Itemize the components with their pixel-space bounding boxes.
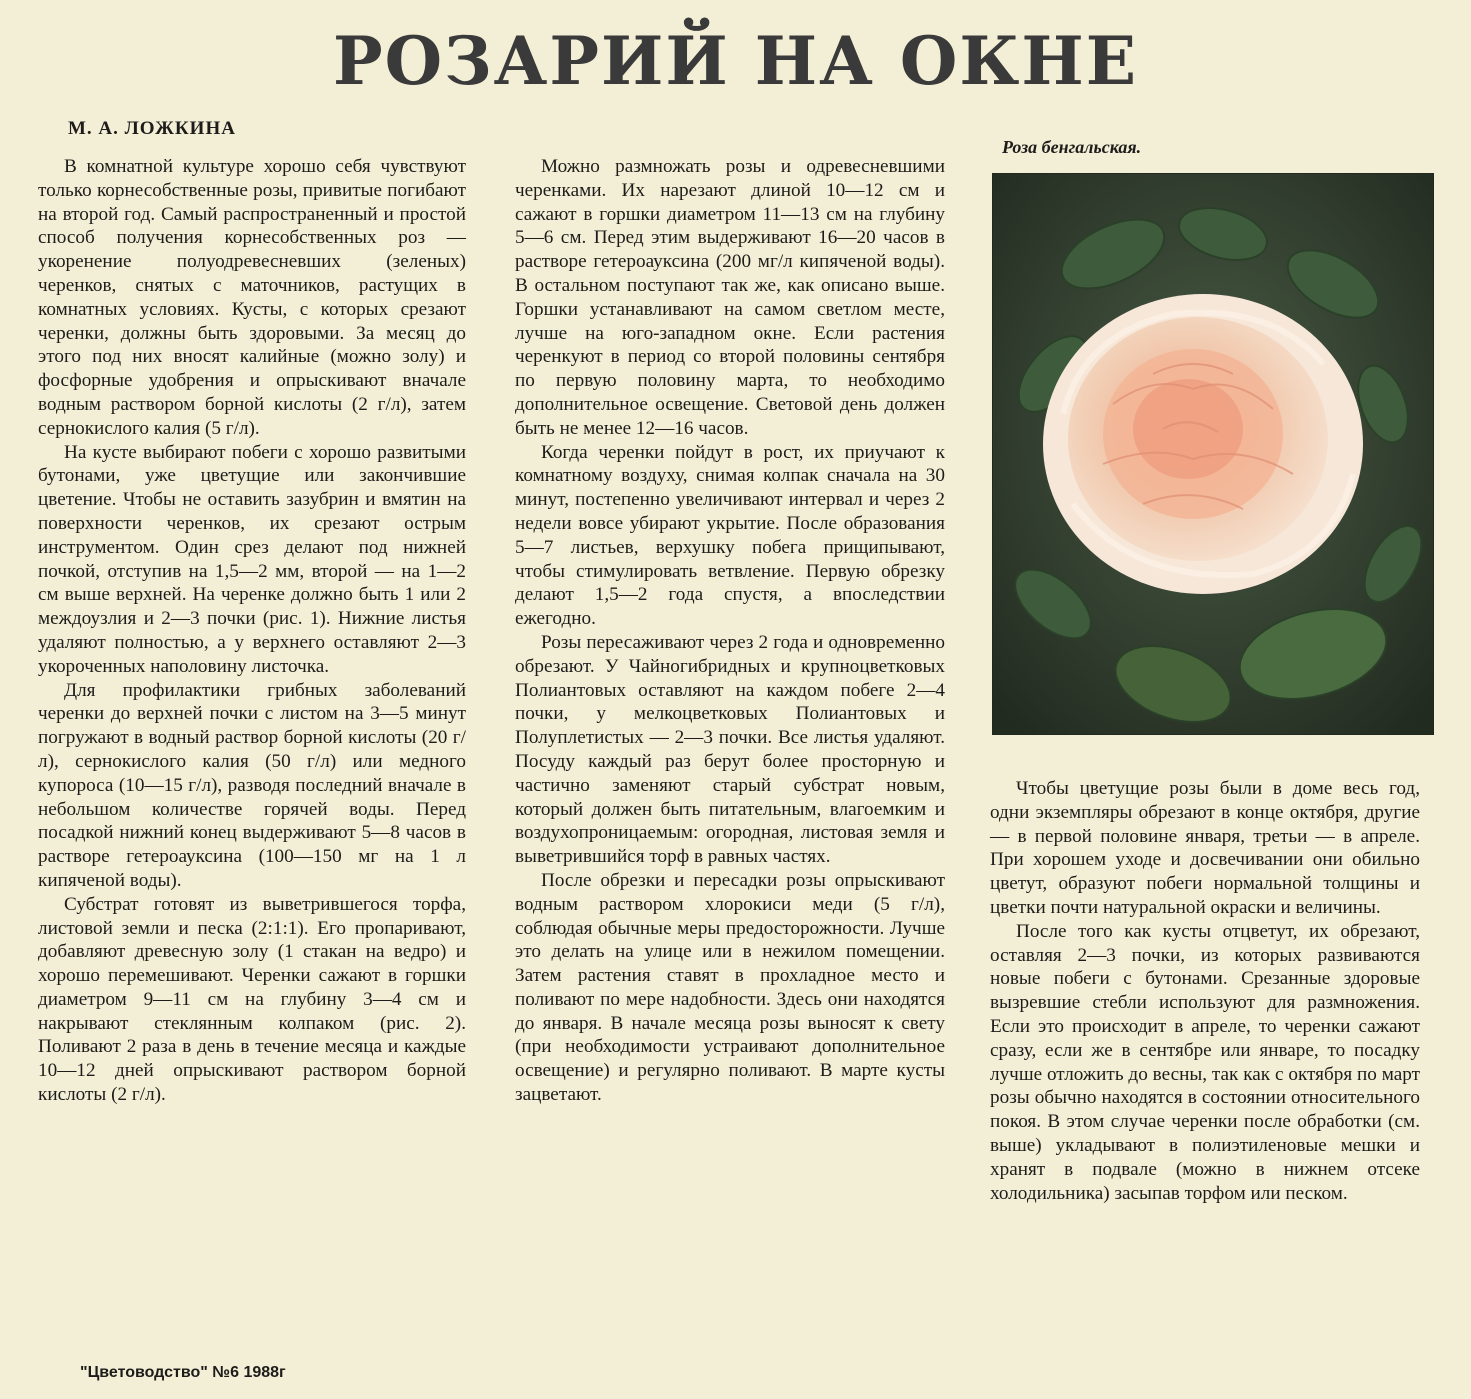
text-column-2 xyxy=(515,155,945,1107)
text-column-1 xyxy=(38,155,466,1107)
rose-photo xyxy=(993,174,1433,734)
paragraph: Розы пересаживают через 2 года и одновременно обрезают. У Чайногибридных и крупноцветковых Полиантовых оставляют на каждом побеге 2—4 почки, у мелкоцветковых Полиантовых и Полуплетистых — 2—3 почки. Все листья удаляют. Посуду каждый раз берут более просторную и частично заменяют старый субстрат новым, который должен быть питательным, влагоемким и воздухопроницаемым: огородная, листовая земля и выветрившийся торф в равных частях. xyxy=(515,631,945,868)
paragraph: В комнатной культуре хорошо себя чувствуют только корнесобственные розы, привитые погибают на второй год. Самый распространенный и простой способ получения корнесобственных роз — укоренение полуодревесневших (зеленых) черенков, снятых с маточников, растущих в комнатных условиях. Кусты, с которых срезают черенки, должны быть здоровыми. За месяц до этого под них вносят калийные (можно золу) и фосфорные удобрения и опрыскивают вначале водным раствором борной кислоты (2 г/л), затем сернокислого калия (5 г/л). xyxy=(38,156,466,439)
text-column-3 xyxy=(990,777,1420,1205)
paragraph: Субстрат готовят из выветрившегося торфа, листовой земли и песка (2:1:1). Его пропаривают, добавляют древесную золу (1 стакан на ведро) и хорошо перемешивают. Черенки сажают в горшки диаметром 9—11 см на глубину 3—4 см и накрывают стеклянным колпаком (рис. 2). Поливают 2 раза в день в течение месяца и каждые 10—12 дней опрыскивают раствором борной кислоты (2 г/л). xyxy=(38,893,466,1106)
author-name: М. А. ЛОЖКИНА xyxy=(68,118,236,139)
source-citation: "Цветоводство" №6 1988г xyxy=(80,1364,286,1381)
paragraph: Когда черенки пойдут в рост, их приучают к комнатному воздуху, снимая колпак сначала на 30 минут, постепенно увеличивают интервал и через 2 недели вовсе убирают укрытие. После образования 5—7 листьев, верхушку побега прищипывают, чтобы стимулировать ветвление. Первую обрезку делают 1,5—2 года спустя, а впоследствии ежегодно. xyxy=(515,441,945,630)
photo-caption: Роза бенгальская. xyxy=(1002,137,1142,157)
paragraph: На кусте выбирают побеги с хорошо развитыми бутонами, уже цветущие или закончившие цветение. Чтобы не оставить зазубрин и вмятин на поверхности черенков, их срезают острым инструментом. Один срез делают под нижней почкой, отступив на 1,5—2 мм, второй — на 1—2 см выше верхней. На черенке должно быть 1 или 2 междоузлия и 2—3 почки (рис. 1). Нижние листья удаляют полностью, а у верхнего оставляют 2—3 укороченных наполовину листочка. xyxy=(38,441,466,677)
rose-illustration xyxy=(993,174,1433,734)
paragraph: После обрезки и пересадки розы опрыскивают водным раствором хлорокиси меди (5 г/л), соблюдая обычные меры предосторожности. Лучше это делать на улице или в нежилом помещении. Затем растения ставят в прохладное место и поливают по мере надобности. Здесь они находятся до января. В начале месяца розы выносят к свету (при необходимости устраивают дополнительное освещение) и регулярно поливают. В марте кусты зацветают. xyxy=(515,869,945,1106)
paragraph: После того как кусты отцветут, их обрезают, оставляя 2—3 почки, из которых развиваются новые побеги с бутонами. Срезанные здоровые вызревшие стебли используют для размножения. Если это происходит в апреле, то черенки сажают сразу, если же в сентябре или январе, то посадку лучше отложить до весны, так как с октября по март розы обычно находятся в состоянии относительного покоя. В этом случае черенки после обработки (см. выше) укладывают в полиэтиленовые мешки и хранят в подвале (можно в нижнем отсеке холодильника) засыпав торфом или песком. xyxy=(990,920,1420,1204)
article-title: РОЗАРИЙ НА ОКНЕ xyxy=(332,22,1139,100)
paragraph: Можно размножать розы и одревесневшими черенками. Их нарезают длиной 10—12 см и сажают в горшки диаметром 11—13 см на глубину 5—6 см. Перед этим выдерживают 16—20 часов в растворе гетероауксина (200 мг/л кипяченой воды). В остальном поступают так же, как описано выше. Горшки устанавливают на самом светлом месте, лучше на юго-западном окне. Если растения черенкуют в период со второй половины сентября по первую половину марта, то необходимо дополнительное освещение. Световой день должен быть не менее 12—16 часов. xyxy=(515,156,945,439)
paragraph: Чтобы цветущие розы были в доме весь год, одни экземпляры обрезают в конце октября, другие — в первой половине января, третьи — в апреле. При хорошем уходе и досвечивании они обильно цветут, образуют побеги нормальной толщины и цветки почти натуральной окраски и величины. xyxy=(990,778,1420,918)
paragraph: Для профилактики грибных заболеваний черенки до верхней почки с листом на 3—5 минут погружают в водный раствор борной кислоты (20 г/л), сернокислого калия (50 г/л) или медного купороса (10—15 г/л), разводя последний вначале в небольшом количестве горячей воды. Перед посадкой нижний конец выдерживают 5—8 часов в растворе гетероауксина (100—150 мг на 1 л кипяченой воды). xyxy=(38,679,466,891)
